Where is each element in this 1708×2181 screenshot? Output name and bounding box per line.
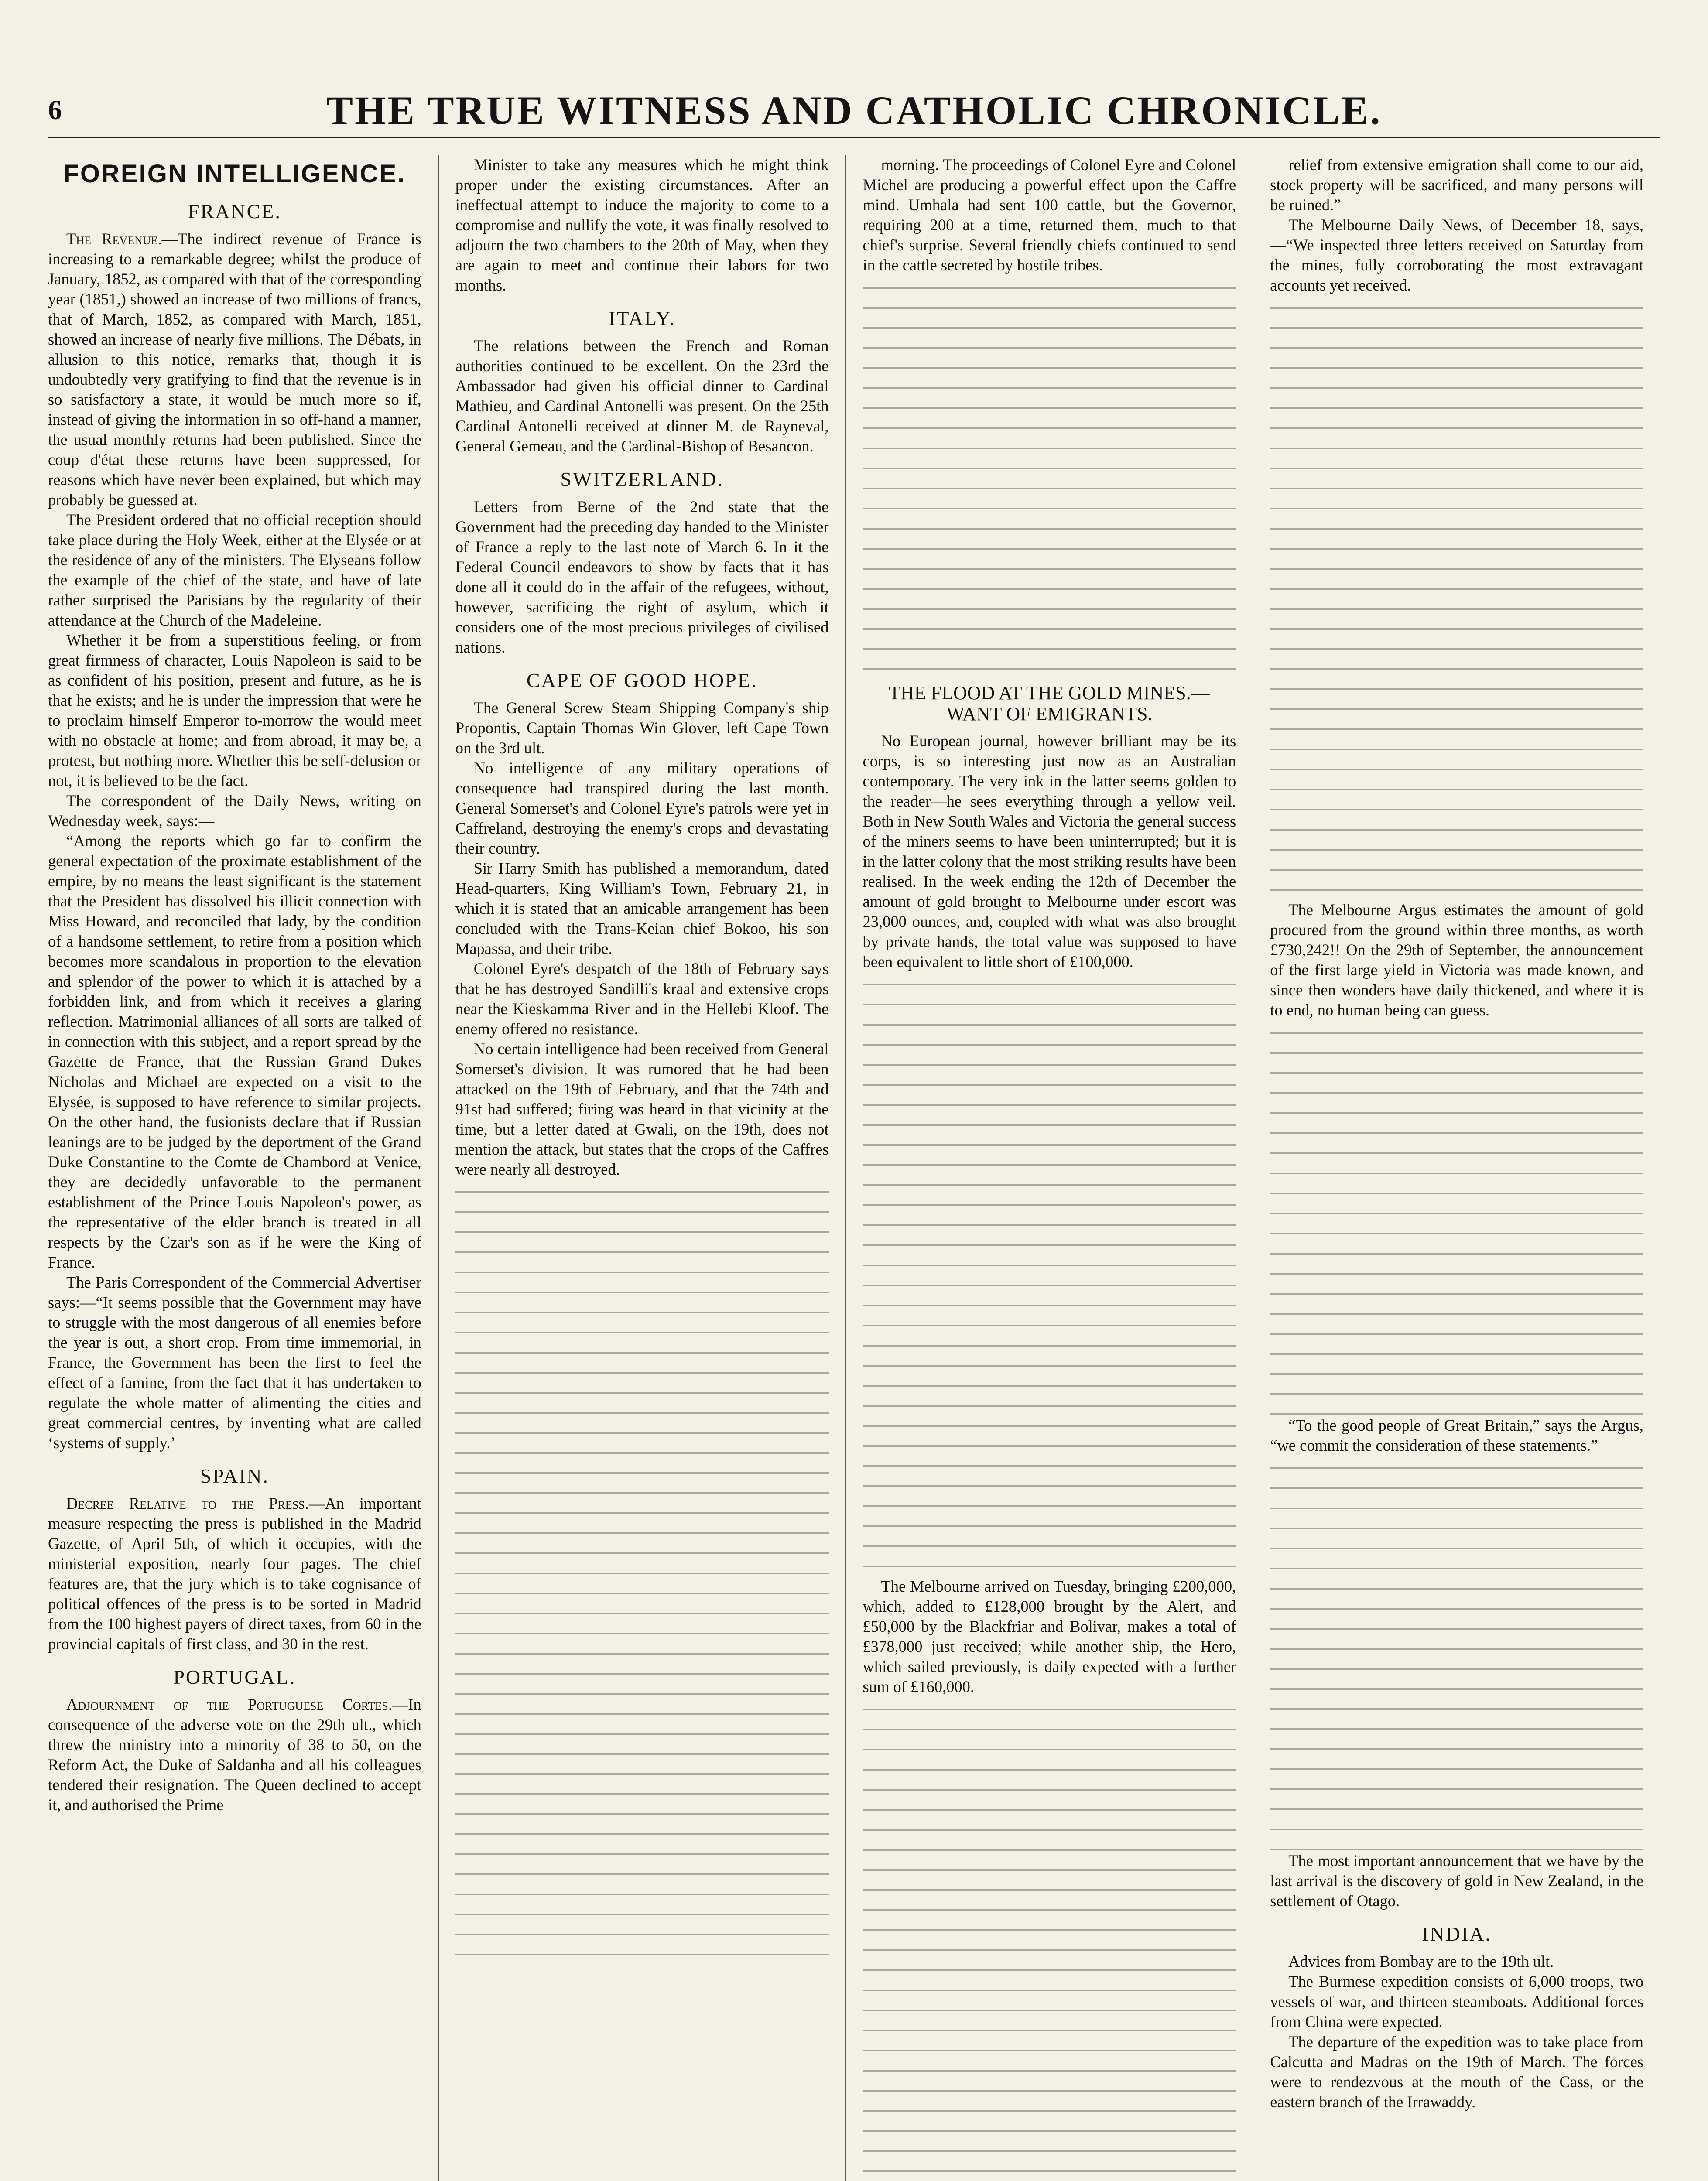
article-paragraph: Colonel Eyre's despatch of the 18th of February says that he has destroyed Sandilli's kraal and extensive crops near the Kieskamma River and in the Hellebi Kloof. The enemy offered no resistance. <box>455 960 829 1038</box>
column-3 <box>846 155 1254 2181</box>
run-in-heading: The Revenue. <box>66 230 162 248</box>
heading-france: FRANCE. <box>188 200 281 222</box>
article-paragraph: Adjournment of the Portuguese Cortes.—In consequence of the adverse vote on the 29th ult., which threw the ministry into a minority of 38 to 50, on the Reform Act, the Duke of Saldanha and all his colleagues tendered their resignation. The Queen declined to accept it, and authorised the Prime <box>48 1696 421 1814</box>
masthead-rule <box>48 137 1660 138</box>
heading-spain: SPAIN. <box>200 1465 269 1487</box>
article-paragraph: The Melbourne Argus estimates the amount of gold procured from the ground within three months, as worth £730,242!! On the 29th of September, the announcement of the first large yield in Victoria was made known, and since then wonders have daily thickened, and where it is to end, no human being can guess. <box>1270 901 1643 1019</box>
article-paragraph: The most important announcement that we have by the last arrival is the discovery of gold in New Zealand, in the settlement of Otago. <box>1270 1852 1643 1910</box>
column-1 <box>48 155 439 2181</box>
text-lines-continued <box>863 974 1236 1576</box>
article-paragraph: morning. The proceedings of Colonel Eyre and Colonel Michel are producing a powerful effect upon the Caffre mind. Umhala had sent 100 cattle, but the Governor, requiring 200 at a time, returned them, much to that chief's surprise. Several friendly chiefs continued to send in the cattle secreted by hostile tribes. <box>863 156 1236 274</box>
columns <box>48 155 1660 2181</box>
article-paragraph: relief from extensive emigration shall come to our aid, stock property will be sacrificed, and many persons will be ruined.” <box>1270 156 1643 214</box>
text-lines-continued <box>1270 1458 1643 1851</box>
article-paragraph: Letters from Berne of the 2nd state that the Government had the preceding day handed to the Minister of France a reply to the last note of March 6. In it the Federal Council endeavors to show by facts that it has done all it could do in the affair of the refugees, without, however, sacrificing the right of asylum, which it considers one of the most precious privileges of civilised nations. <box>455 498 829 656</box>
article-paragraph: The Paris Correspondent of the Commercial Advertiser says:—“It seems possible that the Government may have to struggle with the most dangerous of all enemies before the year is out, a short crop. From time immemorial, in France, the Government has been the first to feel the effect of a famine, from the fact that it has undertaken to regulate the whole matter of alimenting the cities and great commercial centres, by inventing what are called ‘systems of supply.’ <box>48 1273 421 1452</box>
text-lines-continued <box>455 1182 829 1967</box>
article-paragraph: Sir Harry Smith has published a memorandum, dated Head-quarters, King William's Town, February 21, in which it is stated that an amicable arrangement has been concluded with the Trans-Keian chief Bokoo, his son Mapassa, and their tribe. <box>455 859 829 957</box>
article-paragraph: “Among the reports which go far to confirm the general expectation of the proximate establishment of the empire, by no means the least significant is the statement that the President has dissolved his illicit connection with Miss Howard, and reconciled that lady, by the condition of a handsome settlement, to retire from a position which becomes more scandalous in proportion to the elevation and splendor of the power to which it is attached by a forbidden link, and from which it receives a glaring reflection. Matrimonial alliances of all sorts are talked of in connection with this subject, and a report spread by the Gazette de France, that the Russian Grand Dukes Nicholas and Michael are expected on a visit to the Elysée, is supposed to have reference to similar projects. On the other hand, the fusionists declare that if Russian leanings are to be judged by the deportment of the Grand Duke Constantine to the Comte de Chambord at Venice, they are decidedly unfavorable to the permanent establishment of the Prince Louis Napoleon's power, as the representative of the elder branch is treated in all respects by the Czar's son as if he were the King of France. <box>48 832 421 1271</box>
article-paragraph: “To the good people of Great Britain,” says the Argus, “we commit the consideration of these statements.” <box>1270 1416 1643 1454</box>
heading-india: INDIA. <box>1422 1923 1492 1945</box>
article-paragraph: The relations between the French and Roman authorities continued to be excellent. On the 23rd the Ambassador had given his official dinner to Cardinal Mathieu, and Cardinal Antonelli was present. On the 25th Cardinal Antonelli received at dinner M. de Rayneval, General Gemeau, and the Cardinal-Bishop of Besancon. <box>455 337 829 455</box>
article-paragraph: Advices from Bombay are to the 19th ult. <box>1288 1952 1554 1970</box>
article-paragraph: The Revenue.—The indirect revenue of France is increasing to a remarkable degree; whilst the produce of January, 1852, as compared with that of the corresponding year (1851,) showed an increase of two millions of francs, that of March, 1852, as compared with March, 1851, showed an increase of nearly five millions. The Débats, in allusion to this notice, remarks that, though it is undoubtedly very gratifying to find that the revenue is in so satisfactory a state, it would be much more so if, instead of giving the information in so off-hand a manner, the usual monthly returns had been published. Since the coup d'état these returns have been suppressed, for reasons which have never been explained, but which may probably be guessed at. <box>48 230 421 509</box>
heading-gold-mines: THE FLOOD AT THE GOLD MINES.—WANT OF EMIGRANTS. <box>889 682 1210 725</box>
article-paragraph: The Burmese expedition consists of 6,000 troops, two vessels of war, and thirteen steamboats. Additional forces from China were expected. <box>1270 1972 1643 2031</box>
article-paragraph: Decree Relative to the Press.—An important measure respecting the press is published in the Madrid Gazette, of April 5th, of which it occupies, with the ministerial exposition, nearly four pages. The chief features are, that the jury which is to take cognisance of political offences of the press is to be sorted in Madrid from the 100 highest payers of direct taxes, from 60 in the provincial capitals of first class, and 30 in the rest. <box>48 1494 421 1653</box>
section-heading-foreign: FOREIGN INTELLIGENCE. <box>63 160 406 188</box>
heading-cape-of-good-hope: CAPE OF GOOD HOPE. <box>526 669 758 691</box>
heading-portugal: PORTUGAL. <box>173 1666 296 1688</box>
article-paragraph: Whether it be from a superstitious feeling, or from great firmness of character, Louis Napoleon is said to be as confident of his position, present and future, as he is that he exists; and he is under the impression that were he to proclaim himself Emperor to-morrow the would meet with no obstacle at home; and from abroad, it may be, a protest, but nothing more. Whether this be self-delusion or not, it is believed to be the fact. <box>48 631 421 790</box>
text-lines-continued <box>863 278 1236 670</box>
text-lines-continued <box>1270 1023 1643 1415</box>
newspaper-title: THE TRUE WITNESS AND CATHOLIC CHRONICLE. <box>326 88 1382 133</box>
page-number: 6 <box>48 94 62 125</box>
column-4 <box>1253 155 1660 2181</box>
article-paragraph: No certain intelligence had been received from General Somerset's division. It was rumored that he had been attacked on the 19th of February, and that the 74th and 91st had suffered; firing was heard in that vicinity at the time, but a letter dated at Gwali, on the 19th, does not mention the attack, but states that the crops of the Caffres were nearly all destroyed. <box>455 1040 829 1178</box>
run-in-heading: Adjournment of the Portuguese Cortes. <box>66 1696 392 1713</box>
text-lines-continued <box>863 1699 1236 2181</box>
article-paragraph: No European journal, however brilliant may be its corps, is so interesting just now as an Australian contemporary. The very ink in the latter seems golden to the reader—he sees everything through a yellow veil. Both in New South Wales and Victoria the general success of the miners seems to have been uninterrupted; but it is in the latter colony that the most striking results have been realised. In the week ending the 12th of December the amount of gold brought to Melbourne under escort was 23,000 ounces, and, coupled with what was also brought by private hands, the total value was supposed to have been equivalent to little short of £100,000. <box>863 732 1236 971</box>
article-paragraph: The General Screw Steam Shipping Company's ship Propontis, Captain Thomas Win Glover, left Cape Town on the 3rd ult. <box>455 699 829 757</box>
article-paragraph: Minister to take any measures which he might think proper under the existing circumstances. After an ineffectual attempt to induce the majority to come to a compromise and nullify the vote, it was finally resolved to adjourn the two chambers to the 20th of May, when they are again to meet and continue their labors for two months. <box>455 156 829 294</box>
article-paragraph: The President ordered that no official reception should take place during the Holy Week, either at the Elysée or at the residence of any of the ministers. The Elyseans follow the example of the chief of the state, and have of late rather surprised the Parisians by the regularity of their attendance at the Church of the Madeleine. <box>48 511 421 629</box>
article-paragraph: No intelligence of any military operations of consequence had transpired during the last month. General Somerset's and Colonel Eyre's patrols were yet in Caffreland, destroying the enemy's crops and devastating their country. <box>455 759 829 857</box>
article-paragraph: The correspondent of the Daily News, writing on Wednesday week, says:— <box>48 792 421 830</box>
heading-italy: ITALY. <box>609 307 676 329</box>
run-in-heading: Decree Relative to the Press. <box>66 1494 309 1512</box>
article-paragraph: The departure of the expedition was to take place from Calcutta and Madras on the 19th of March. The forces were to rendezvous at the mouth of the Cass, or the eastern branch of the Irrawaddy. <box>1270 2033 1643 2111</box>
masthead <box>48 85 1660 150</box>
column-2 <box>439 155 846 2181</box>
text-lines-continued <box>1270 298 1643 900</box>
article-paragraph: The Melbourne Daily News, of December 18, says,—“We inspected three letters received on Saturday from the mines, fully corroborating the most extravagant accounts yet received. <box>1270 216 1643 294</box>
heading-switzerland: SWITZERLAND. <box>560 468 724 490</box>
article-paragraph: The Melbourne arrived on Tuesday, bringing £200,000, which, added to £128,000 brought by the Alert, and £50,000 by the Blackfriar and Bolivar, makes a total of £378,000 just received; while another ship, the Hero, which sailed previously, is daily expected with a further sum of £160,000. <box>863 1577 1236 1696</box>
